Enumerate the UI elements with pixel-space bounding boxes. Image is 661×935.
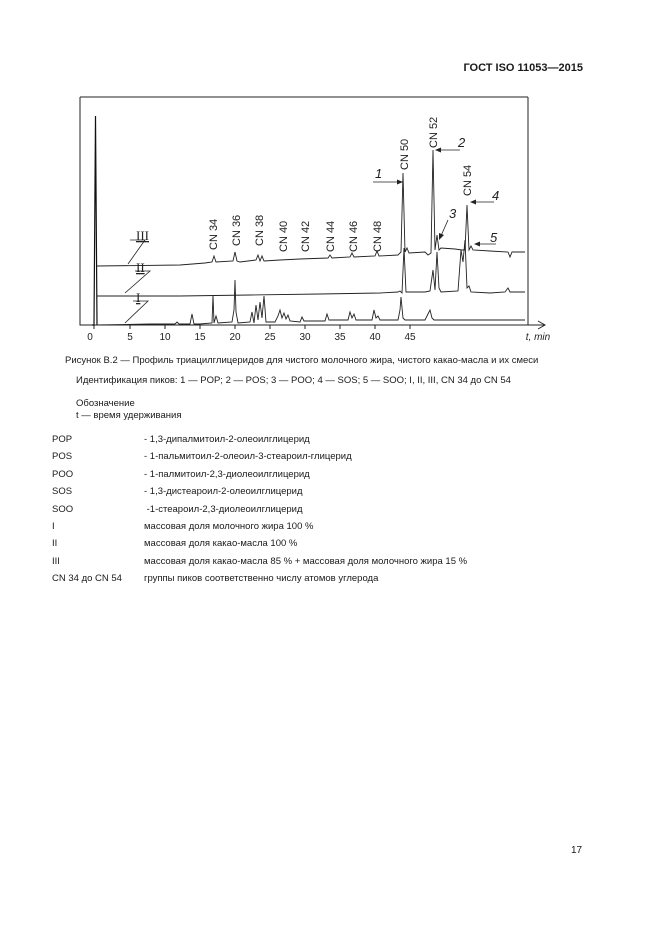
- definition-term: CN 34 до CN 54: [52, 573, 122, 585]
- x-tick-label: 40: [369, 332, 381, 343]
- peak-5-arrowhead: [474, 242, 480, 247]
- x-tick-label: 45: [404, 332, 416, 343]
- figure-caption: Рисунок В.2 — Профиль триацилглицеридов для чистого молочного жира, чистого какао-масла и их смеси: [65, 355, 539, 366]
- peak-label-2: 2: [458, 135, 466, 150]
- definition-term: POO: [52, 468, 74, 480]
- cn-label: CN 40: [278, 220, 290, 252]
- definition-text: массовая доля какао-масла 100 %: [144, 538, 298, 550]
- definition-term: SOO: [52, 503, 74, 515]
- cn-label: CN 44: [325, 220, 337, 252]
- definition-text: массовая доля молочного жира 100 %: [144, 520, 314, 532]
- x-tick-label: 15: [194, 332, 206, 343]
- definition-term: I: [52, 520, 55, 532]
- x-tick-label: 0: [87, 332, 93, 343]
- definition-text: - 1-пальмитоил-2-олеоил-3-стеароил-глицерид: [144, 451, 352, 463]
- definition-term: III: [52, 555, 60, 567]
- axes-frame: [80, 97, 545, 325]
- cn-label: CN 38: [254, 214, 266, 246]
- x-tick-label: 25: [264, 332, 276, 343]
- legend-time-symbol: t — время удерживания: [76, 410, 182, 421]
- definition-text: - 1-палмитоил-2,3-диолеоилглицерид: [144, 468, 310, 480]
- peak-label-4: 4: [492, 188, 500, 203]
- cn-label: CN 52: [428, 116, 440, 148]
- page-number: 17: [571, 845, 583, 856]
- definition-term: II: [52, 538, 58, 550]
- definition-term: POP: [52, 434, 73, 445]
- chromatogram-figure: [0, 0, 661, 360]
- definition-text: группы пиков соответственно числу атомов углерода: [144, 573, 379, 585]
- cn-label: CN 46: [348, 220, 360, 252]
- peak-label-5: 5: [490, 230, 498, 245]
- curve-label-III: III: [136, 228, 149, 243]
- x-axis-label: t, min: [525, 332, 551, 343]
- document-header: ГОСТ ISO 11053—2015: [463, 62, 583, 74]
- definition-term: SOS: [52, 486, 73, 498]
- x-tick-label: 30: [299, 332, 311, 343]
- peak-label-1: 1: [375, 166, 383, 181]
- curve-label-II: II: [136, 260, 145, 275]
- cn-label: CN 50: [399, 138, 411, 170]
- cn-label: CN 54: [462, 164, 474, 196]
- definition-text: -1-стеароил-2,3-диолеоилглицерид: [144, 503, 303, 515]
- cn-label: CN 36: [231, 214, 243, 246]
- peak-label-3: 3: [449, 206, 457, 221]
- x-ticks: [94, 325, 410, 329]
- definition-text: - 1,3-дистеароил-2-олеоилглицерид: [144, 486, 303, 498]
- legend-title: Обозначение: [76, 398, 135, 409]
- x-tick-label: 5: [127, 332, 133, 343]
- cn-label: CN 34: [208, 218, 220, 250]
- peak-3-arrowhead: [439, 233, 444, 240]
- definition-term: POS: [52, 451, 73, 463]
- trace-I: [97, 280, 525, 325]
- cn-label: CN 48: [372, 220, 384, 252]
- curve-label-I: I: [136, 290, 141, 305]
- x-tick-label: 20: [229, 332, 241, 343]
- peak-4-arrowhead: [470, 200, 476, 205]
- x-tick-label: 10: [159, 332, 171, 343]
- solvent-peak: [92, 116, 97, 325]
- peak-1-arrowhead: [397, 180, 403, 185]
- definition-text: - 1,3-дипалмитоил-2-олеоилглицерид: [144, 434, 310, 445]
- definition-text: массовая доля какао-масла 85 % + массовая доля молочного жира 15 %: [144, 555, 468, 567]
- cn-label: CN 42: [300, 220, 312, 252]
- peaks-identification: Идентификация пиков: 1 — POP; 2 — POS; 3 — POO; 4 — SOS; 5 — SOO; I, II, III, CN 34 до CN 54: [76, 375, 511, 386]
- chromatogram-plot: [0, 0, 661, 360]
- x-tick-label: 35: [334, 332, 346, 343]
